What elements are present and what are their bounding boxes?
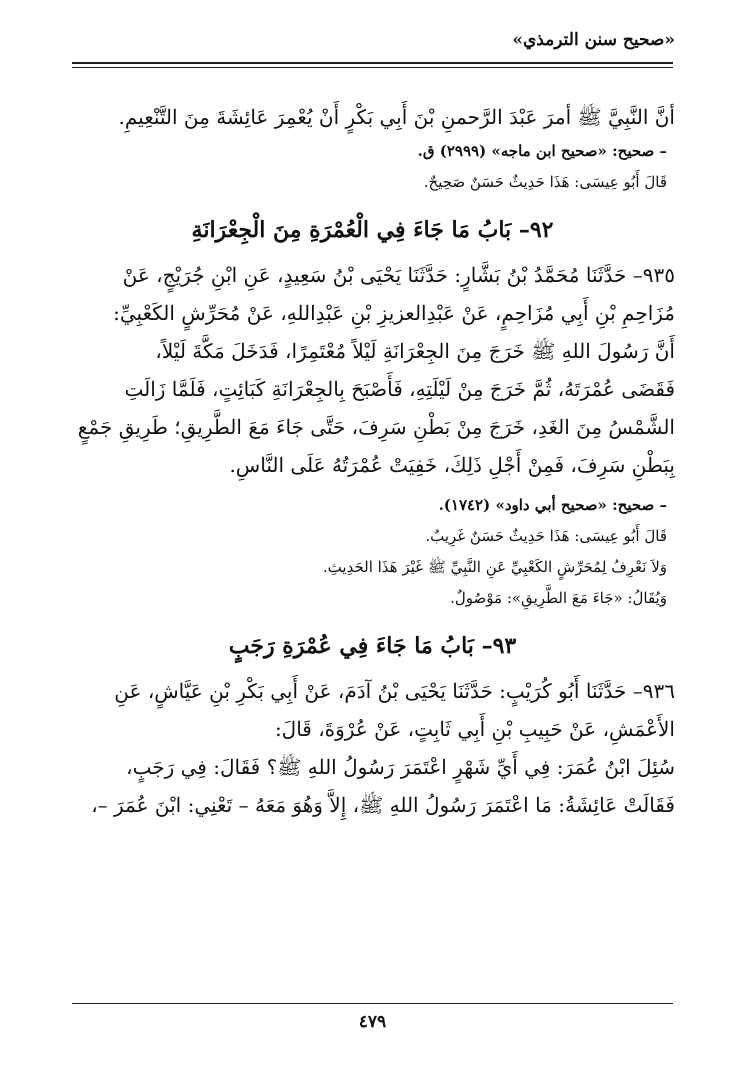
- chapter-heading-92: ٩٢– بَابُ مَا جَاءَ فِي الْعُمْرَةِ مِنَ الْجِعْرَانَةِ: [191, 217, 554, 243]
- author-comment: قَالَ أَبُو عِيسَى: هَذَا حَدِيثٌ حَسَنٌ صَحِيحٌ.: [423, 173, 667, 191]
- hadith-text-line: أنَّ النَّبِيَّ ﷺ أمرَ عَبْدَ الرَّحمنِ بْنَ أَبِي بَكْرٍ أَنْ يُعْمِرَ عَائِشَةَ مِنَ التَّنْعِيمِ.: [118, 105, 675, 129]
- page-body: [70, 98, 675, 824]
- isnad-line: مُزَاحِمِ بْنِ أَبِي مُزَاحِمٍ، عَنْ عَبْدِالعزيزِ بْنِ عَبْدِاللهِ، عَنْ مُحَرِّشٍ الكَعْبِيِّ:: [113, 301, 675, 325]
- matn-line: فَقَالَتْ عَائِشَةُ: مَا اعْتَمَرَ رَسُولُ اللهِ ﷺ، إِلاَّ وَهُوَ مَعَهُ – تَعْنِي: ابْنَ عُمَرَ –،: [91, 793, 675, 817]
- grading-note: – صحيح: «صحيح أبي داود» (١٧٤٢).: [438, 496, 667, 514]
- isnad-line: ٩٣٦– حَدَّثَنَا أَبُو كُرَيْبٍ: حَدَّثَنَا يَحْيَى بْنُ آدَمَ، عَنْ أَبِي بَكْرِ بْنِ عَيَّاشٍ، عَنِ: [114, 679, 675, 703]
- grading-note: – صحيح: «صحيح ابن ماجه» (٢٩٩٩) ق.: [417, 142, 667, 160]
- matn-line: الشَّمْسُ مِنَ الغَدِ، خَرَجَ مِنْ بَطْنِ سَرِفَ، حَتَّى جَاءَ مَعَ الطَّرِيقِ؛ طَرِيقِ جَمْعٍ: [77, 415, 675, 439]
- author-comment: قَالَ أَبُو عِيسَى: هَذَا حَدِيثٌ حَسَنٌ غَرِيبٌ.: [425, 527, 667, 545]
- author-comment: وَيُقَالُ: «جَاءَ مَعَ الطَّرِيقِ»: مَوْصُولٌ.: [450, 589, 667, 607]
- header-rule: [72, 62, 673, 68]
- matn-line: سُئِلَ ابْنُ عُمَرَ: فِي أَيِّ شَهْرٍ اعْتَمَرَ رَسُولُ اللهِ ﷺ؟ فَقَالَ: فِي رَجَبٍ،: [126, 755, 675, 779]
- matn-line: فَقَضَى عُمْرَتَهُ، ثُمَّ خَرَجَ مِنْ لَيْلَتِهِ، فَأَصْبَحَ بِالجِعْرَانَةِ كَبَائِتٍ، فَلَمَّا زَالَتِ: [124, 377, 675, 401]
- chapter-heading-93: ٩٣– بَابُ مَا جَاءَ فِي عُمْرَةِ رَجَبٍ: [228, 633, 517, 659]
- page-number: ٤٧٩: [358, 1012, 387, 1032]
- isnad-line: ٩٣٥– حَدَّثَنَا مُحَمَّدُ بْنُ بَشَّارٍ: حَدَّثَنَا يَحْيَى بْنُ سَعِيدٍ، عَنِ ابْنِ جُرَيْجٍ، عَنْ: [122, 263, 675, 287]
- author-comment: وَلاَ نَعْرِفُ لِمُحَرِّشٍ الكَعْبِيِّ عَنِ النَّبِيِّ ﷺ غَيْرَ هَذَا الحَدِيثِ.: [322, 558, 667, 576]
- running-header-title: «صحيح سنن الترمذي»: [512, 30, 675, 50]
- matn-line: أَنَّ رَسُولَ اللهِ ﷺ خَرَجَ مِنَ الجِعْرَانَةِ لَيْلاً مُعْتَمِرًا، فَدَخَلَ مَكَّةَ لَيْلاً،: [155, 339, 675, 363]
- isnad-line: الأَعْمَشِ، عَنْ حَبِيبِ بْنِ أَبِي ثَابِتٍ، عَنْ عُرْوَةَ، قَالَ:: [274, 717, 675, 741]
- matn-line: بِبَطْنِ سَرِفَ، فَمِنْ أَجْلِ ذَلِكَ، خَفِيَتْ عُمْرَتُهُ عَلَى النَّاسِ.: [229, 453, 675, 477]
- footer-rule: [72, 1003, 673, 1004]
